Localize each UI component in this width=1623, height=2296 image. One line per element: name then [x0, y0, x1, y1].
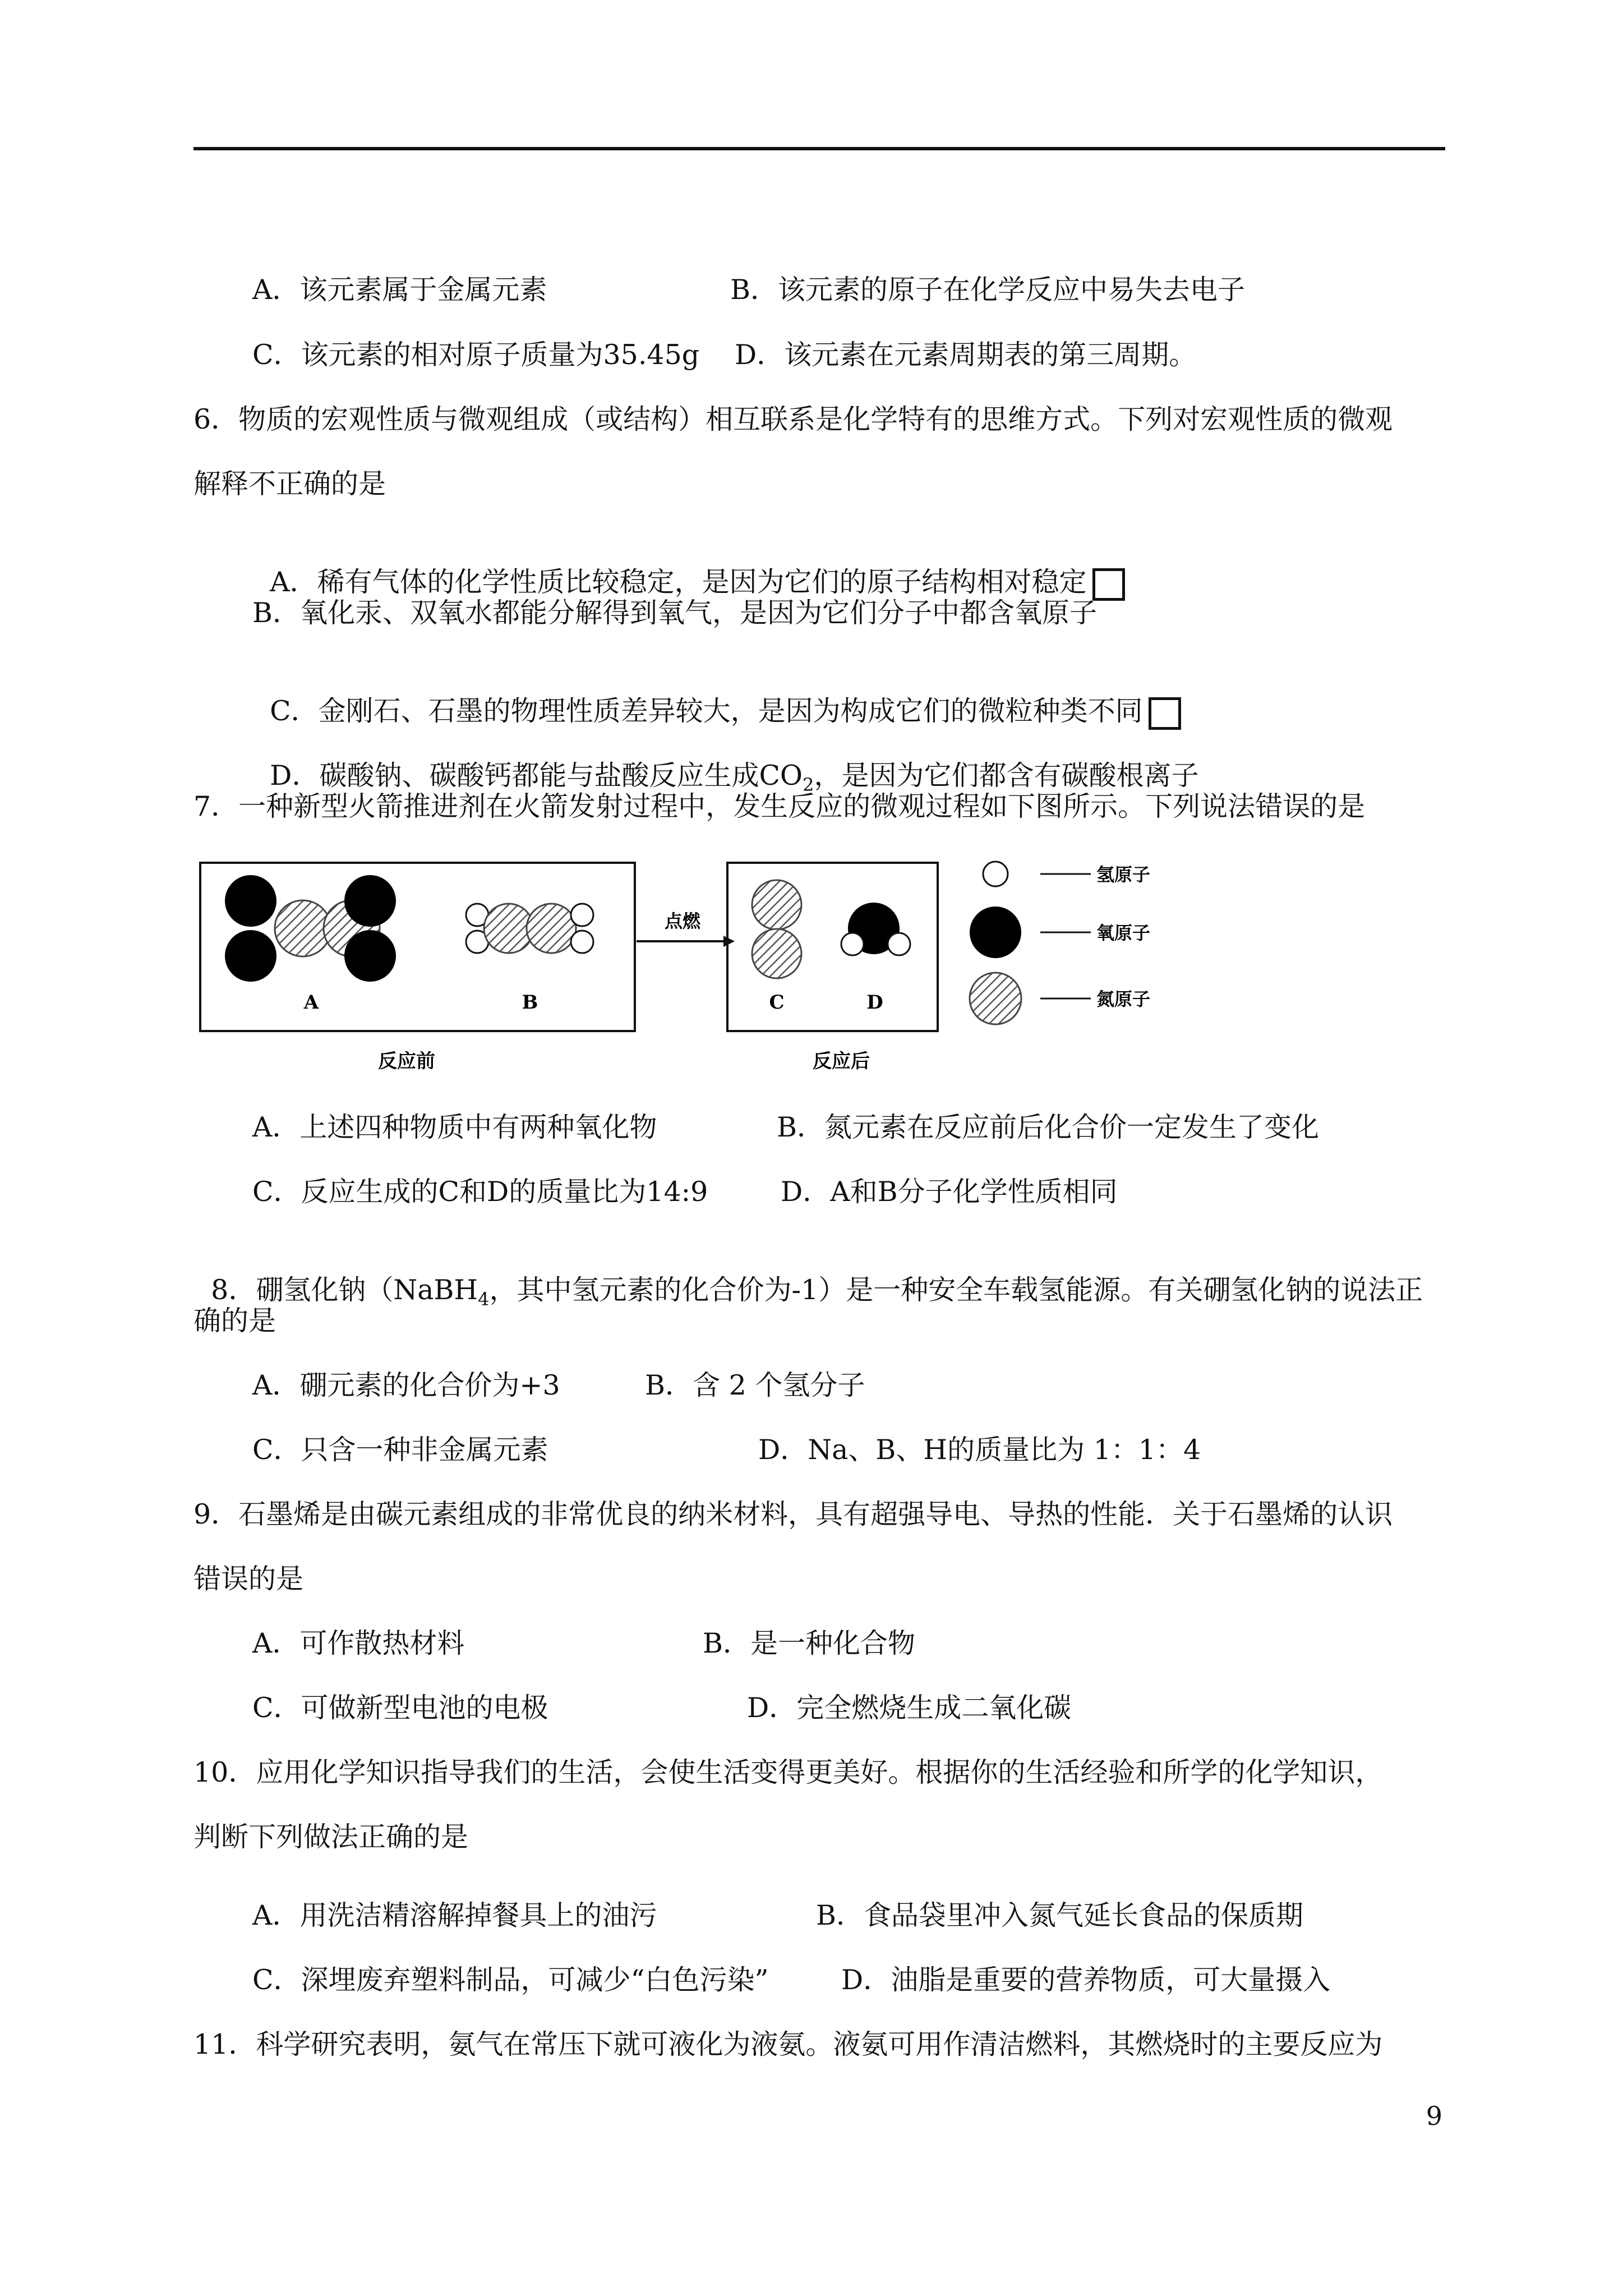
q6-option-d-tail: ，是因为它们都含有碳酸根离子: [814, 760, 1199, 792]
header-rule: [193, 147, 1445, 150]
before-label: 反应前: [378, 1050, 435, 1073]
q10-option-d: D．油脂是重要的营养物质，可大量摄入: [841, 1964, 1331, 1996]
q7-stem: 7．一种新型火箭推进剂在火箭发射过程中，发生反应的微观过程如下图所示。下列说法错误的是: [193, 790, 1366, 822]
q8-stem-line1: [193, 1240, 1423, 1316]
q6-option-b: B．氧化汞、双氧水都能分解得到氧气，是因为它们分子中都含氧原子: [252, 597, 1098, 629]
q6-option-d-subscript: 2: [803, 774, 814, 795]
q10-stem-line2: 判断下列做法正确的是: [193, 1821, 469, 1853]
q6-option-d-text: D．碳酸钠、碳酸钙都能与盐酸反应生成CO: [270, 760, 803, 792]
after-label: 反应后: [813, 1050, 870, 1073]
answer-box: [1092, 568, 1125, 601]
q8-stem-subscript: 4: [478, 1288, 490, 1310]
q9-stem-line1: 9．石墨烯是由碳元素组成的非常优良的纳米材料，具有超强导电、导热的性能．关于石墨烯的认识: [193, 1498, 1393, 1530]
q8-option-c: C．只含一种非金属元素: [252, 1434, 548, 1466]
q7-option-c: C．反应生成的C和D的质量比为14:9: [252, 1176, 708, 1208]
label-d: D: [866, 991, 883, 1014]
q7-option-d: D．A和B分子化学性质相同: [781, 1176, 1118, 1208]
q10-option-b: B．食品袋里冲入氮气延长食品的保质期: [816, 1899, 1304, 1931]
q5-option-c: C．该元素的相对原子质量为35.45g: [252, 339, 700, 371]
legend-white: 氢原子: [1096, 864, 1151, 885]
q9-option-c: C．可做新型电池的电极: [252, 1692, 548, 1724]
q11-stem-line1: 11．科学研究表明，氨气在常压下就可液化为液氨。液氨可用作清洁燃料，其燃烧时的主要反应为: [193, 2028, 1383, 2060]
molecule-a: [225, 875, 396, 982]
q6-option-a-text: A．稀有气体的化学性质比较稳定，是因为它们的原子结构相对稳定: [270, 566, 1087, 598]
q7-option-a: A．上述四种物质中有两种氧化物: [252, 1111, 657, 1143]
q5-option-d: D．该元素在元素周期表的第三周期。: [735, 339, 1197, 371]
page-number: 9: [1426, 2101, 1442, 2131]
answer-box: [1149, 697, 1181, 730]
q6-stem-line2: 解释不正确的是: [193, 468, 386, 500]
q6-option-c-text: C．金刚石、石墨的物理性质差异较大，是因为构成它们的微粒种类不同: [270, 695, 1143, 727]
reaction-diagram: [199, 852, 1164, 1082]
q9-option-b: B．是一种化合物: [703, 1627, 916, 1659]
q9-stem-line2: 错误的是: [193, 1563, 304, 1595]
q8-option-a: A．硼元素的化合价为+3: [252, 1369, 560, 1401]
label-b: B: [522, 991, 538, 1014]
legend-hatched: 氮原子: [1096, 988, 1151, 1010]
q6-option-a: [252, 532, 1125, 601]
q8-stem-line2: 确的是: [193, 1305, 276, 1337]
q8-stem-text: 8．硼氢化钠（NaBH: [211, 1274, 478, 1306]
q7-option-b: B．氮元素在反应前后化合价一定发生了变化: [777, 1111, 1320, 1143]
q9-option-a: A．可作散热材料: [252, 1627, 465, 1659]
q8-stem-tail: ，其中氢元素的化合价为-1）是一种安全车载氢能源。有关硼氢化钠的说法正: [489, 1274, 1423, 1306]
q8-option-d: D．Na、B、H的质量比为 1：1：4: [758, 1434, 1201, 1466]
q6-option-c: [252, 661, 1181, 730]
q6-stem-line1: 6．物质的宏观性质与微观组成（或结构）相互联系是化学特有的思维方式。下列对宏观性质的微观: [193, 403, 1393, 435]
q9-option-d: D．完全燃烧生成二氧化碳: [747, 1692, 1072, 1724]
q5-option-b: B．该元素的原子在化学反应中易失去电子: [730, 274, 1246, 306]
molecule-c: [752, 880, 801, 978]
legend-black: 氧原子: [1096, 922, 1151, 944]
q5-option-a: A．该元素属于金属元素: [252, 274, 547, 306]
legend: [970, 862, 1150, 1024]
q10-option-c: C．深埋废弃塑料制品，可减少“白色污染”: [252, 1964, 769, 1996]
q10-stem-line1: 10．应用化学知识指导我们的生活，会使生活变得更美好。根据你的生活经验和所学的化学知识，: [193, 1756, 1383, 1788]
molecule-b: [466, 904, 593, 953]
label-a: A: [303, 991, 319, 1014]
q10-option-a: A．用洗洁精溶解掉餐具上的油污: [252, 1899, 657, 1931]
molecule-d: [841, 903, 910, 955]
label-c: C: [769, 991, 785, 1014]
arrow-label: 点燃: [664, 910, 701, 932]
reaction-arrow-head: [723, 936, 735, 947]
q8-option-b: B．含 2 个氢分子: [645, 1369, 865, 1401]
